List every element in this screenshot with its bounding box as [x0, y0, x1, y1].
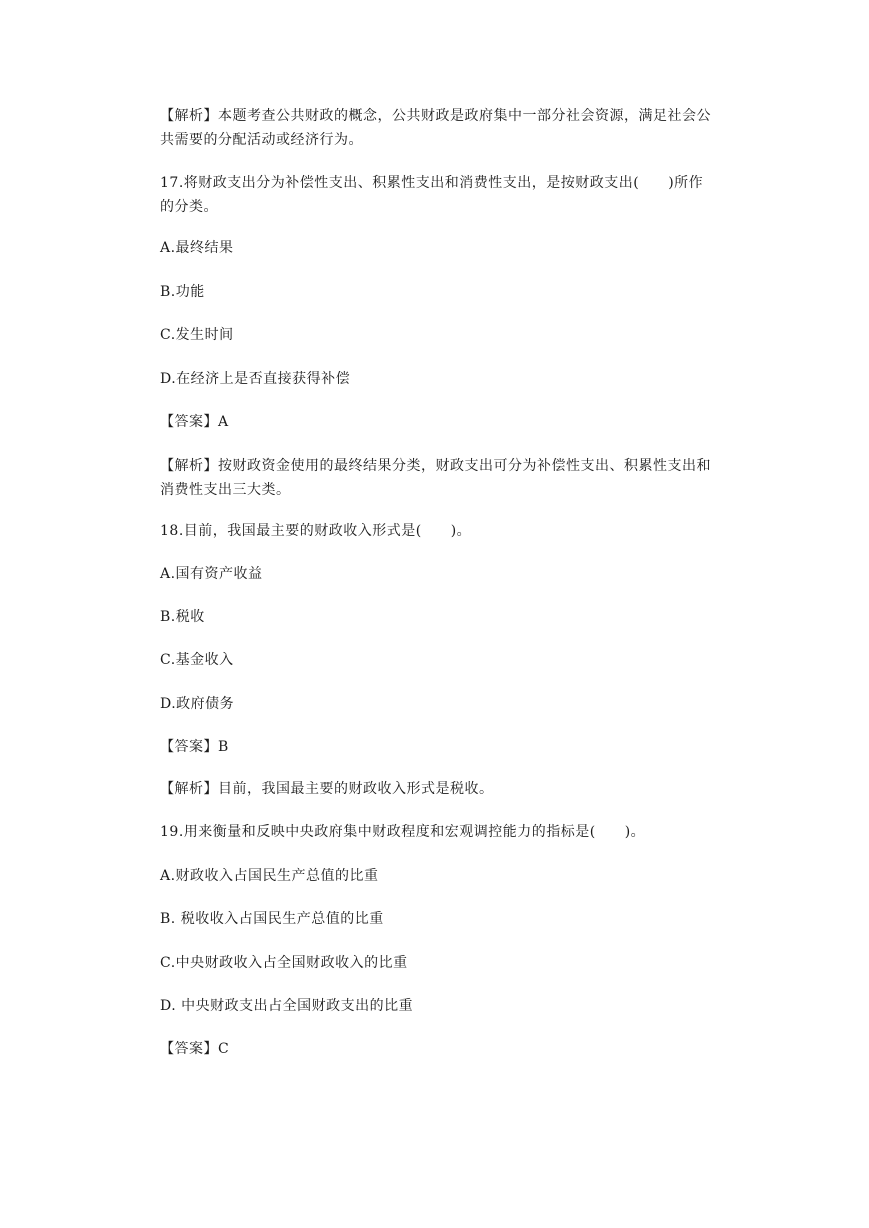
analysis-16-line-2: 共需要的分配活动或经济行为。	[160, 132, 363, 148]
question-17-line-2: 的分类。	[160, 199, 218, 215]
analysis-18: 【解析】目前，我国最主要的财政收入形式是税收。	[160, 781, 494, 797]
question-17-option-a: A.最终结果	[160, 240, 234, 256]
answer-17: 【答案】A	[160, 414, 229, 430]
question-18: 18.目前，我国最主要的财政收入形式是( )。	[160, 523, 472, 539]
question-18-option-c: C.基金收入	[160, 652, 234, 668]
question-18-option-a: A.国有资产收益	[160, 566, 263, 582]
question-19-option-c: C.中央财政收入占全国财政收入的比重	[160, 955, 408, 971]
analysis-16-line-1: 【解析】本题考查公共财政的概念，公共财政是政府集中一部分社会资源，满足社会公	[160, 108, 711, 124]
question-18-option-d: D.政府债务	[160, 696, 235, 712]
question-19-option-b: B. 税收收入占国民生产总值的比重	[160, 911, 384, 927]
question-19: 19.用来衡量和反映中央政府集中财政程度和宏观调控能力的指标是( )。	[160, 824, 646, 840]
answer-18: 【答案】B	[160, 739, 229, 755]
answer-19: 【答案】C	[160, 1041, 230, 1057]
analysis-17-line-1: 【解析】按财政资金使用的最终结果分类，财政支出可分为补偿性支出、积累性支出和	[160, 458, 711, 474]
question-18-option-b: B.税收	[160, 609, 205, 625]
question-19-option-a: A.财政收入占国民生产总值的比重	[160, 868, 379, 884]
question-17-option-c: C.发生时间	[160, 327, 234, 343]
question-17-line-1: 17.将财政支出分为补偿性支出、积累性支出和消费性支出，是按财政支出( )所作	[160, 175, 704, 191]
question-17-option-b: B.功能	[160, 284, 205, 300]
analysis-17-line-2: 消费性支出三大类。	[160, 482, 291, 498]
question-19-option-d: D. 中央财政支出占全国财政支出的比重	[160, 998, 414, 1014]
question-17-option-d: D.在经济上是否直接获得补偿	[160, 371, 351, 387]
